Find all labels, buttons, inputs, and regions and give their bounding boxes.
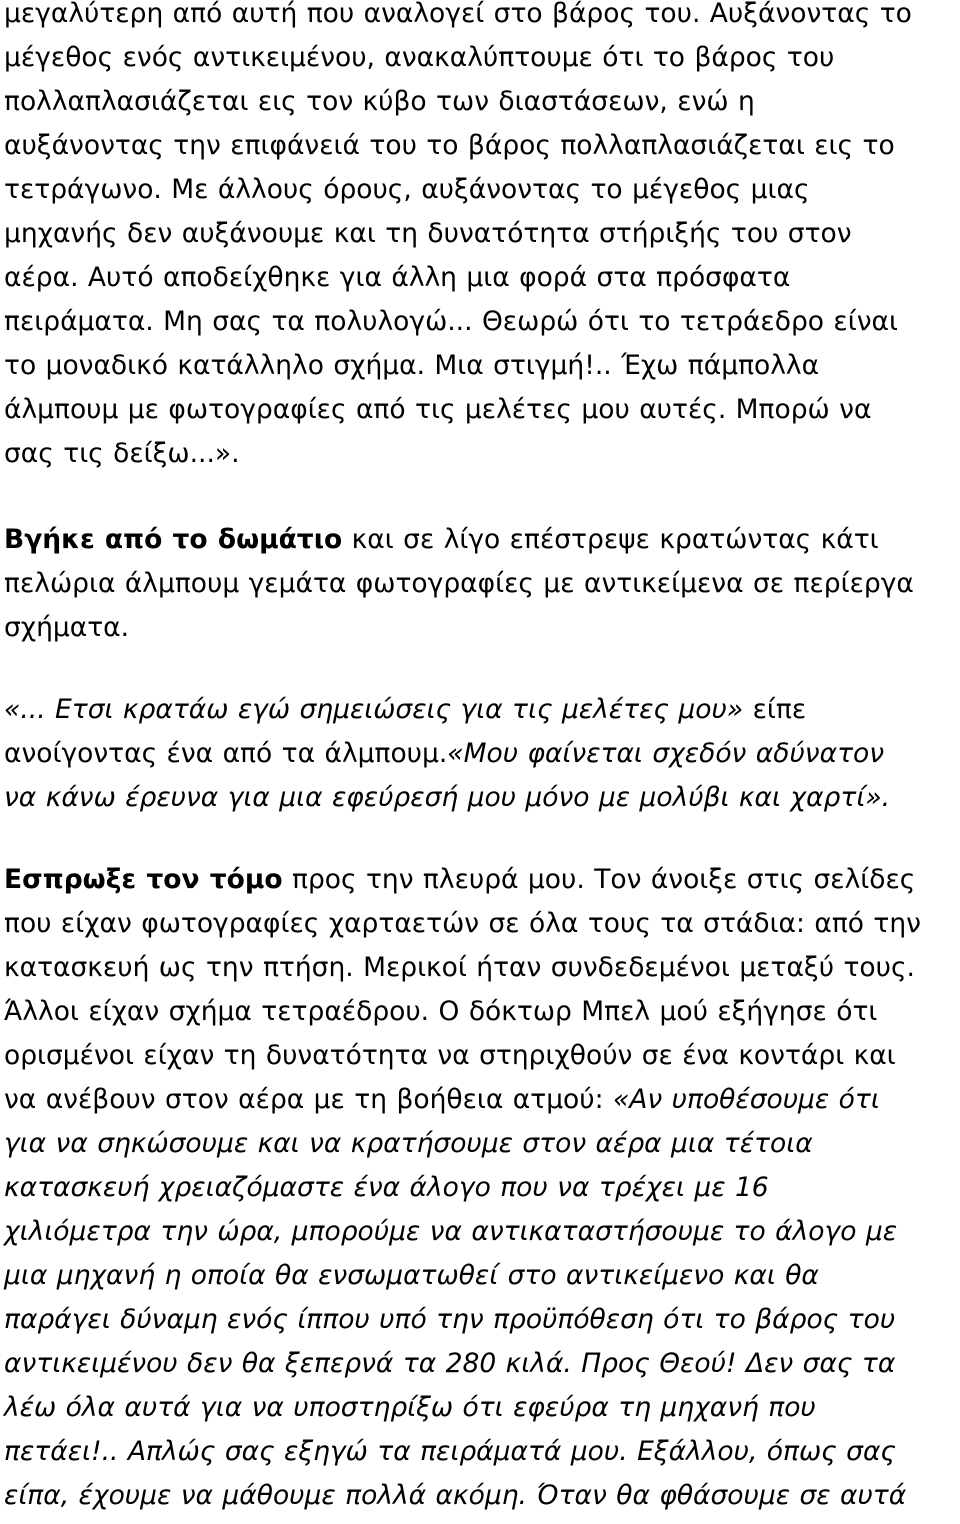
paragraph-1 [4,0,954,476]
bold-text: Βγήκε από το δωμάτιο [4,524,343,555]
text-run: άλμπουμ με φωτογραφίες από τις μελέτες μου αυτές. Μπορώ να [4,394,872,425]
text-run: πελώρια άλμπουμ γεμάτα φωτογραφίες με αντικείμενα σε περίεργα [4,568,914,599]
text-line [4,432,954,476]
italic-text: για να σηκώσουμε και να κρατήσουμε στον αέρα μια τέτοια [4,1128,813,1159]
text-run: πολλαπλασιάζεται εις τον κύβο των διαστάσεων, ενώ η [4,86,755,117]
text-line [4,0,954,36]
italic-text: «Αν υποθέσουμε ότι [612,1084,880,1115]
text-run: προς την πλευρά μου. Τον άνοιξε στις σελίδες [282,864,916,895]
text-run: μέγεθος ενός αντικειμένου, ανακαλύπτουμε ότι το βάρος του [4,42,835,73]
text-line [4,946,954,990]
text-run: αυξάνοντας την επιφάνειά του το βάρος πολλαπλασιάζεται εις το [4,130,895,161]
text-line [4,1254,954,1298]
text-line [4,80,954,124]
text-line [4,1210,954,1254]
italic-text: χιλιόμετρα την ώρα, μπορούμε να αντικαταστήσουμε το άλογο με [4,1216,898,1247]
text-line [4,1122,954,1166]
text-line [4,732,954,776]
italic-text: αντικειμένου δεν θα ξεπερνά τα 280 κιλά. Προς Θεού! Δεν σας τα [4,1348,896,1379]
text-line [4,1474,954,1518]
text-line [4,212,954,256]
text-line [4,36,954,80]
paragraph-3 [4,688,954,820]
text-run: κατασκευή ως την πτήση. Μερικοί ήταν συνδεδεμένοι μεταξύ τους. [4,952,915,983]
text-run: Άλλοι είχαν σχήμα τετραέδρου. Ο δόκτωρ Μπελ μού εξήγησε ότι [4,996,878,1027]
italic-text: πετάει!.. Απλώς σας εξηγώ τα πειράματά μου. Εξάλλου, όπως σας [4,1436,896,1467]
text-line [4,1298,954,1342]
text-run: σας τις δείξω...». [4,438,240,469]
text-line [4,776,954,820]
text-run: που είχαν φωτογραφίες χαρταετών σε όλα τους τα στάδια: από την [4,908,921,939]
text-run: σχήματα. [4,612,130,643]
text-line [4,344,954,388]
text-run: μηχανής δεν αυξάνουμε και τη δυνατότητα στήριξής του στον [4,218,852,249]
text-line [4,1166,954,1210]
text-line [4,1430,954,1474]
paragraph-4 [4,858,954,1518]
italic-text: παράγει δύναμη ενός ίππου υπό την προϋπόθεση ότι το βάρος του [4,1304,896,1335]
text-run: να ανέβουν στον αέρα με τη βοήθεια ατμού: [4,1084,613,1115]
text-line [4,388,954,432]
text-line [4,562,954,606]
text-line [4,1342,954,1386]
text-line [4,256,954,300]
text-line [4,902,954,946]
text-run: ανοίγοντας ένα από τα άλμπουμ. [4,738,448,769]
bold-text: Εσπρωξε τον τόμο [4,864,283,895]
text-run: μεγαλύτερη από αυτή που αναλογεί στο βάρος του. Αυξάνοντας το [4,0,912,29]
text-line [4,1078,954,1122]
italic-text: κατασκευή χρειαζόμαστε ένα άλογο που να τρέχει με 16 [4,1172,769,1203]
text-line [4,858,954,902]
italic-text: λέω όλα αυτά για να υποστηρίξω ότι εφεύρα τη μηχανή που [4,1392,816,1423]
text-run: πειράματα. Μη σας τα πολυλογώ... Θεωρώ ότι το τετράεδρο είναι [4,306,898,337]
text-run: και σε λίγο επέστρεψε κρατώντας κάτι [342,524,879,555]
text-run: το μοναδικό κατάλληλο σχήμα. Μια στιγμή!.. Έχω πάμπολλα [4,350,820,381]
italic-text: είπα, έχουμε να μάθουμε πολλά ακόμη. Όταν θα φθάσουμε σε αυτά [4,1480,907,1511]
text-line [4,990,954,1034]
text-line [4,1386,954,1430]
italic-text: «... Ετσι κρατάω εγώ σημειώσεις για τις μελέτες μου» [4,694,744,725]
paragraph-2 [4,518,954,650]
text-line [4,168,954,212]
text-run: τετράγωνο. Με άλλους όρους, αυξάνοντας το μέγεθος μιας [4,174,810,205]
text-run: ορισμένοι είχαν τη δυνατότητα να στηριχθούν σε ένα κοντάρι και [4,1040,896,1071]
italic-text: να κάνω έρευνα για μια εφεύρεσή μου μόνο με μολύβι και χαρτί». [4,782,891,813]
text-line [4,300,954,344]
text-line [4,606,954,650]
text-line [4,688,954,732]
text-line [4,518,954,562]
text-line [4,1034,954,1078]
italic-text: μια μηχανή η οποία θα ενσωματωθεί στο αντικείμενο και θα [4,1260,819,1291]
text-line [4,124,954,168]
italic-text: «Μου φαίνεται σχεδόν αδύνατον [447,738,885,769]
text-run: αέρα. Αυτό αποδείχθηκε για άλλη μια φορά στα πρόσφατα [4,262,791,293]
text-run: είπε [743,694,807,725]
